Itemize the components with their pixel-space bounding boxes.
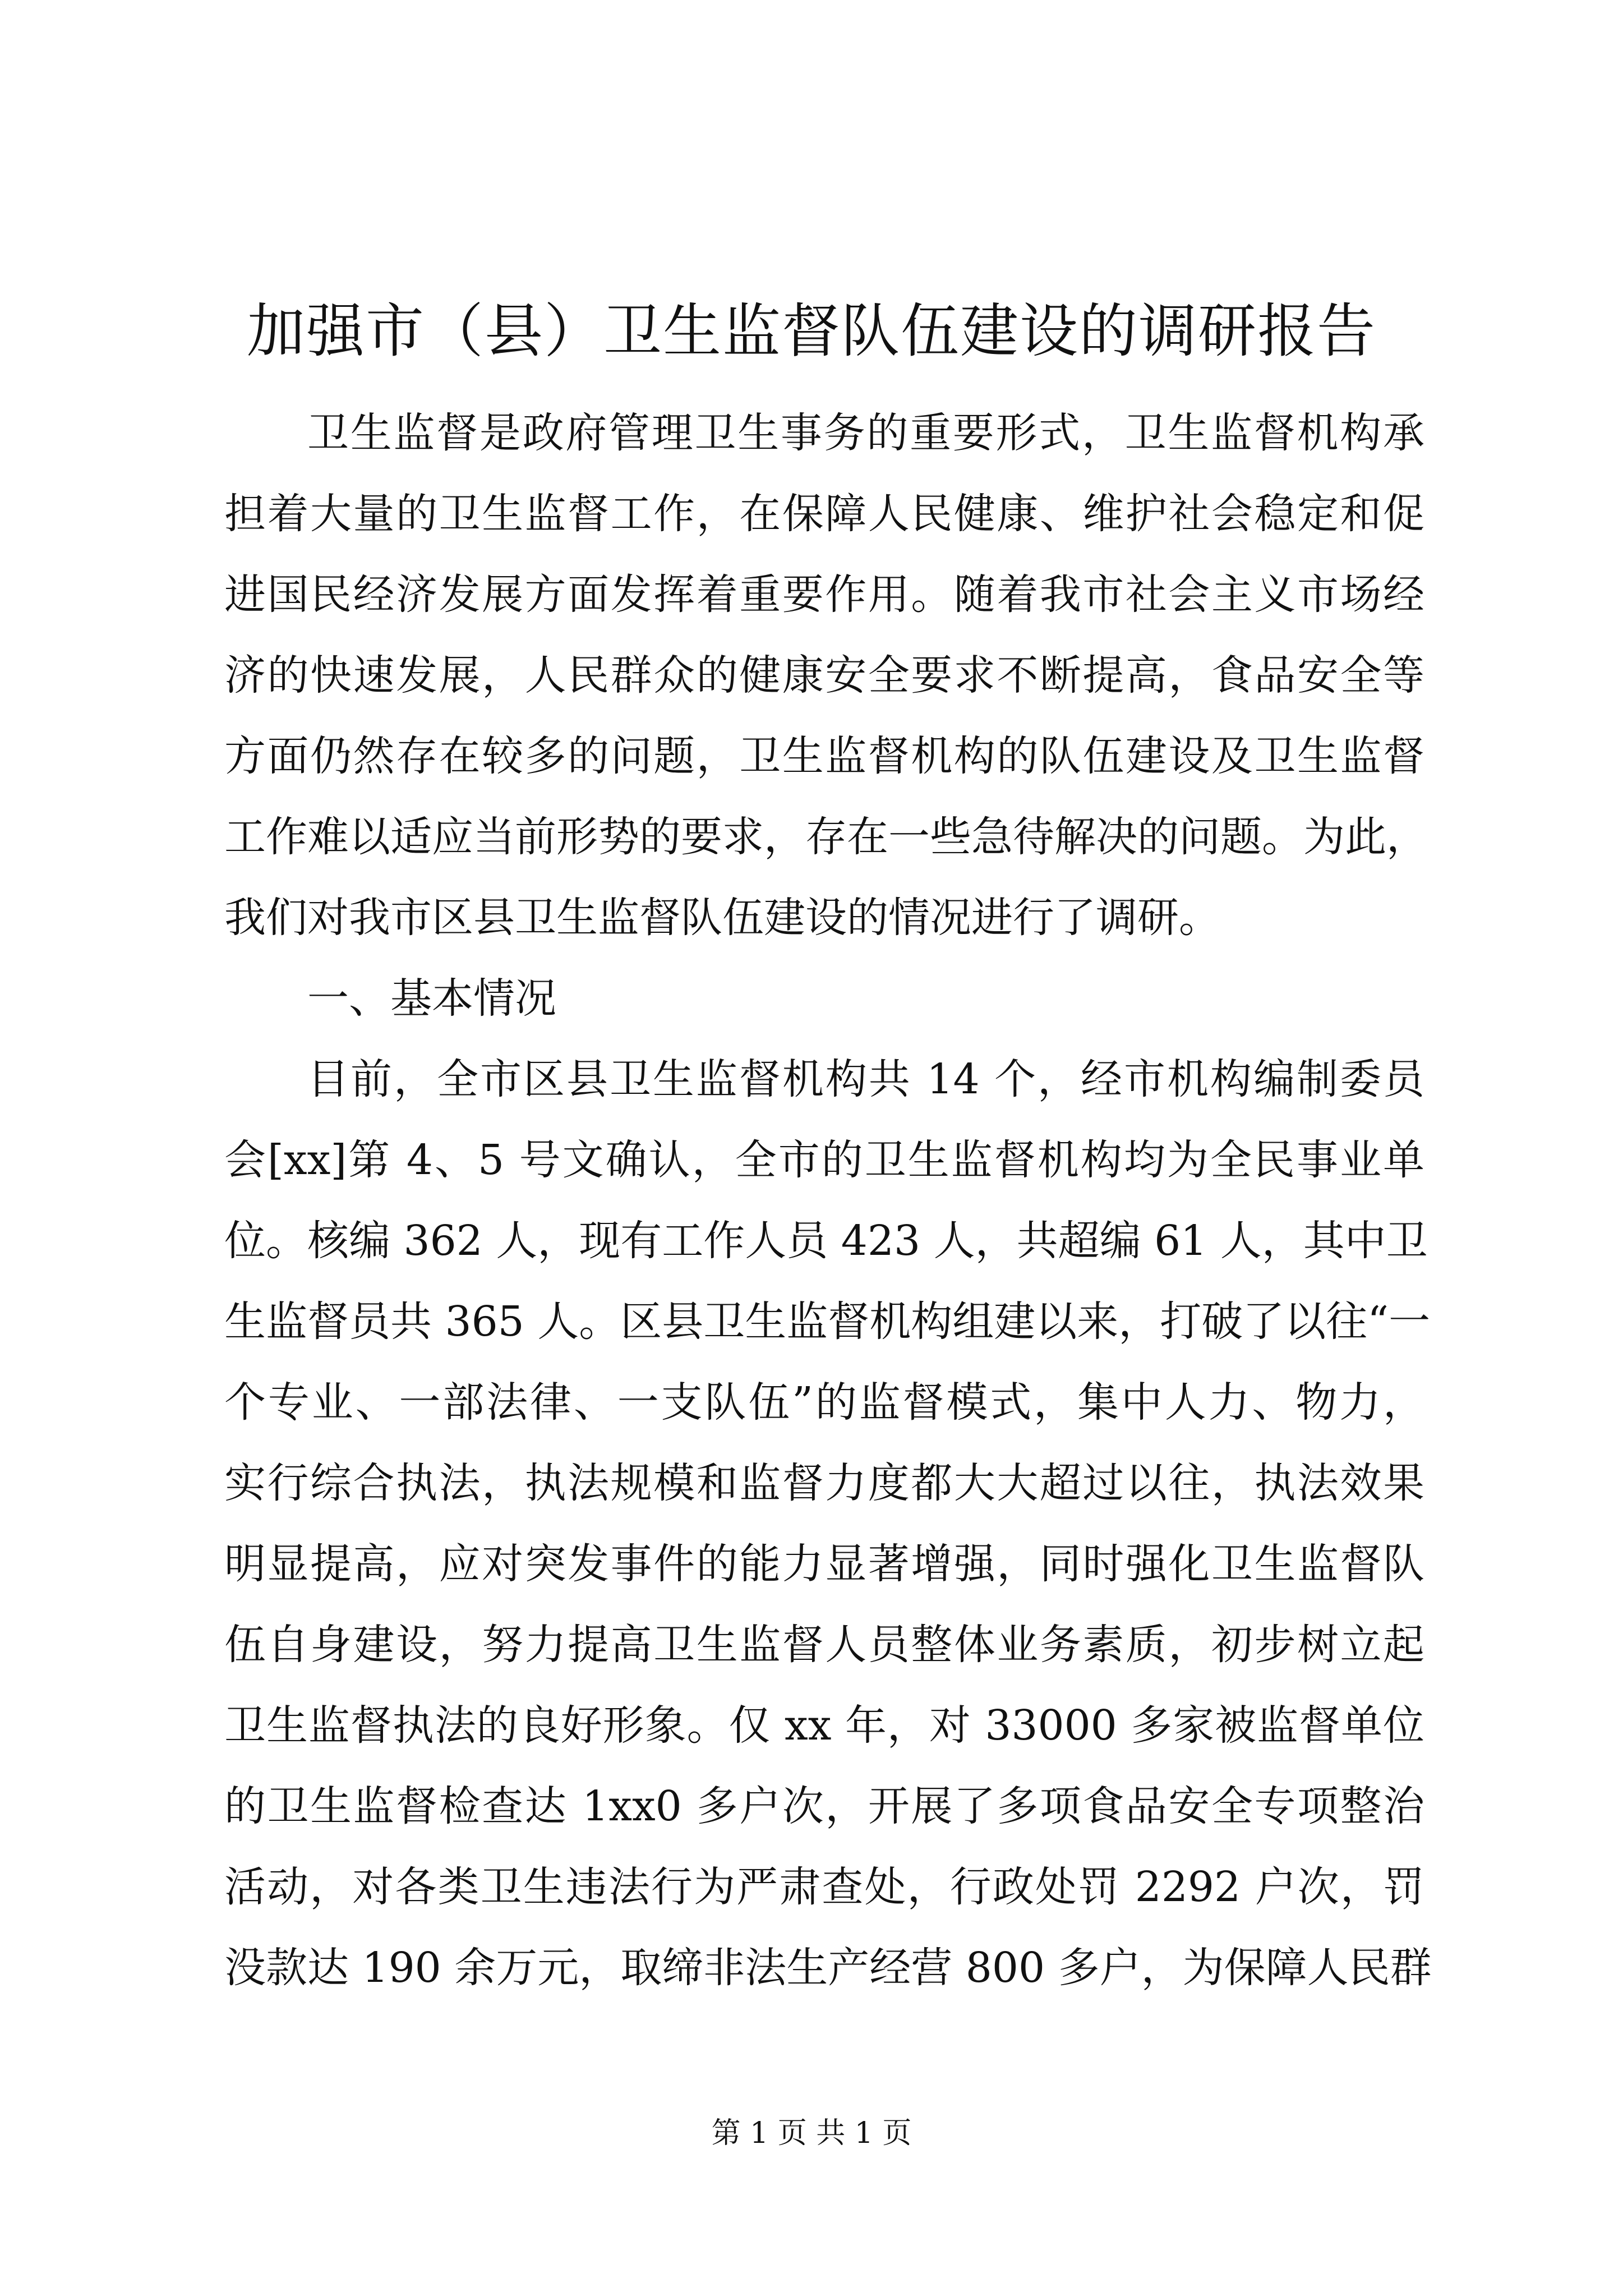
document-body (224, 393, 1432, 2008)
body-line: 实行综合执法，执法规模和监督力度都大大超过以往，执法效果 (224, 1459, 1424, 1507)
body-line: 活动，对各类卫生违法行为严肃查处，行政处罚 2292 户次，罚 (224, 1863, 1424, 1911)
body-line: 会[xx]第 4、5 号文确认，全市的卫生监督机构均为全民事业单 (224, 1136, 1424, 1184)
body-line: 担着大量的卫生监督工作，在保障人民健康、维护社会稳定和促 (224, 490, 1424, 538)
body-line: 方面仍然存在较多的问题，卫生监督机构的队伍建设及卫生监督 (224, 732, 1424, 780)
section-heading: 一、基本情况 (307, 974, 556, 1023)
body-line: 卫生监督执法的良好形象。仅 xx 年，对 33000 多家被监督单位 (224, 1701, 1424, 1750)
body-line: 卫生监督是政府管理卫生事务的重要形式，卫生监督机构承 (307, 409, 1424, 457)
body-line: 济的快速发展，人民群众的健康安全要求不断提高，食品安全等 (224, 651, 1424, 700)
body-line: 工作难以适应当前形势的要求，存在一些急待解决的问题。为此， (224, 813, 1428, 861)
body-line: 没款达 190 余万元，取缔非法生产经营 800 多户，为保障人民群 (224, 1944, 1432, 1992)
page-footer: 第 1 页 共 1 页 (711, 2116, 912, 2150)
body-line: 进国民经济发展方面发挥着重要作用。随着我市社会主义市场经 (224, 570, 1424, 619)
body-line: 我们对我市区县卫生监督队伍建设的情况进行了调研。 (224, 894, 1220, 942)
body-line: 个专业、一部法律、一支队伍”的监督模式，集中人力、物力， (224, 1378, 1424, 1427)
document-title: 加强市（县）卫生监督队伍建设的调研报告 (246, 297, 1376, 365)
body-line: 的卫生监督检查达 1xx0 多户次，开展了多项食品安全专项整治 (224, 1782, 1424, 1830)
body-line: 伍自身建设，努力提高卫生监督人员整体业务素质，初步树立起 (224, 1621, 1424, 1669)
body-line: 位。核编 362 人，现有工作人员 423 人，共超编 61 人，其中卫 (224, 1217, 1428, 1265)
body-line: 目前，全市区县卫生监督机构共 14 个，经市机构编制委员 (307, 1055, 1424, 1103)
body-line: 明显提高，应对突发事件的能力显著增强，同时强化卫生监督队 (224, 1540, 1424, 1588)
body-line: 生监督员共 365 人。区县卫生监督机构组建以来，打破了以往“一 (224, 1297, 1431, 1346)
